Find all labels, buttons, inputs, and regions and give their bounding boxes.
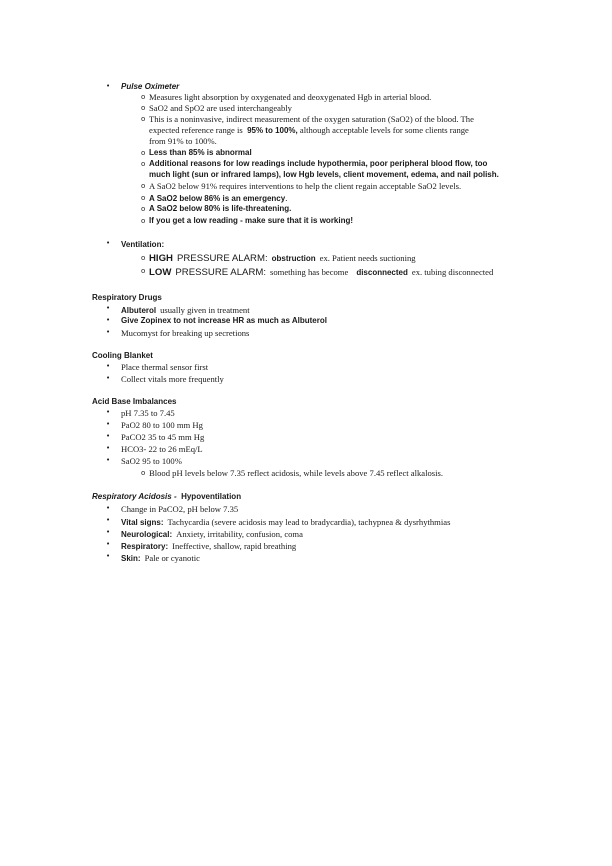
low-cause: disconnected [356,268,408,277]
pulse-ox-item-3-line-1: This is a noninvasive, indirect measurement of the oxygen saturation (SaO2) of the blood. The [149,114,474,124]
sub-bullet: o [141,469,146,477]
pulse-ox-item-3-line-3: from 91% to 100%. [149,136,217,146]
pulse-ox-item-6: A SaO2 below 91% requires interventions to help the client regain acceptable SaO2 levels. [149,181,462,191]
bullet: • [106,432,111,440]
bullet: • [106,304,111,312]
cooling-blanket-heading: Cooling Blanket [92,351,153,360]
ra-item-3 [121,528,303,540]
cooling-item-1: Place thermal sensor first [121,362,209,372]
abi-item-6: Blood pH levels below 7.35 reflect acidosis, while levels above 7.45 reflect alkalosis. [149,468,444,478]
reference-range-label: expected reference range is [149,125,243,135]
acid-base-heading: Acid Base Imbalances [92,397,177,406]
bullet: • [106,540,111,548]
sub-bullet: o [141,217,146,225]
bullet: • [106,374,111,382]
abi-item-4: HCO3- 22 to 26 mEq/L [121,444,203,454]
neurological-label: Neurological: [121,530,173,539]
high-alarm-label: PRESSURE ALARM: [176,253,268,264]
respiratory-acidosis-heading [92,492,241,502]
high-pressure-alarm-line [149,252,416,264]
sub-bullet: o [141,115,146,123]
bullet: • [106,316,111,324]
sub-bullet: o [141,93,146,101]
reference-range-value: 95% to 100%, [247,126,298,135]
vital-signs-label: Vital signs: [121,518,164,527]
neurological-text: Anxiety, irritability, confusion, coma [176,529,303,539]
bullet: • [106,504,111,512]
bullet: • [106,408,111,416]
sub-bullet: o [141,194,146,202]
low-pressure-alarm-line [149,266,493,278]
bullet: • [106,444,111,452]
sub-bullet: o [141,160,146,168]
emergency-period: . [285,193,288,203]
bullet: • [106,362,111,370]
pulse-ox-item-9: If you get a low reading - make sure that it is working! [149,216,354,225]
sub-bullet: o [141,254,146,262]
skin-text: Pale or cyanotic [144,553,200,563]
abi-item-3: PaCO2 35 to 45 mm Hg [121,432,205,442]
ra-item-1: Change in PaCO2, pH below 7.35 [121,504,239,514]
respiratory-acidosis-title: Respiratory Acidosis - [92,492,177,501]
skin-label: Skin: [121,554,141,563]
pulse-ox-item-4: Less than 85% is abnormal [149,148,252,157]
sub-bullet: o [141,267,146,275]
abi-item-1: pH 7.35 to 7.45 [121,408,175,418]
bullet: • [106,328,111,336]
low-alarm-label: PRESSURE ALARM: [175,267,267,278]
pulse-ox-item-3-line-2 [149,125,469,136]
ra-item-5 [121,552,200,564]
drug-item-2: Give Zopinex to not increase HR as much as Albuterol [121,316,327,325]
sub-bullet: o [141,104,146,112]
albuterol-text: usually given in treatment [160,305,250,315]
high-cause: obstruction [271,254,316,263]
bullet: • [106,552,111,560]
abi-item-5: SaO2 95 to 100% [121,456,182,466]
drug-item-3: Mucomyst for breaking up secretions [121,328,250,338]
abi-item-2: PaO2 80 to 100 mm Hg [121,420,203,430]
pulse-ox-item-2: SaO2 and SpO2 are used interchangeably [149,103,292,113]
respiratory-text: Ineffective, shallow, rapid breathing [172,541,297,551]
pulse-ox-item-5-line-1: Additional reasons for low readings include hypothermia, poor peripheral blood flow, too [149,159,488,168]
ra-item-2 [121,516,450,528]
respiratory-label: Respiratory: [121,542,169,551]
pulse-ox-item-5-line-2: much light (sun or infrared lamps), low Hgb levels, client movement, edema, and nail polish. [149,170,499,179]
low-label: LOW [149,267,172,278]
pulse-ox-item-8: A SaO2 below 80% is life-threatening. [149,204,292,213]
low-example: ex. tubing disconnected [411,267,494,277]
drug-item-1 [121,304,250,316]
sub-bullet: o [141,149,146,157]
pulse-ox-item-7 [149,193,287,204]
bullet: • [106,456,111,464]
bullet: • [106,528,111,536]
bullet: • [106,516,111,524]
cooling-item-2: Collect vitals more frequently [121,374,224,384]
vital-signs-text: Tachycardia (severe acidosis may lead to bradycardia), tachypnea & dysrhythmias [167,517,451,527]
ra-item-4 [121,540,296,552]
low-cause-pre: something has become [270,267,349,277]
pulse-ox-title: Pulse Oximeter [121,82,180,91]
sub-bullet: o [141,205,146,213]
ventilation-title: Ventilation: [121,240,165,249]
reference-range-note: although acceptable levels for some clients range [299,125,469,135]
bullet: • [106,239,111,247]
bullet: • [106,420,111,428]
respiratory-drugs-heading: Respiratory Drugs [92,293,162,302]
bullet: • [106,82,111,90]
respiratory-acidosis-subtitle: Hypoventilation [181,492,242,501]
albuterol-label: Albuterol [121,306,157,315]
pulse-ox-item-1: Measures light absorption by oxygenated and deoxygenated Hgb in arterial blood. [149,92,432,102]
high-label: HIGH [149,253,173,264]
sub-bullet: o [141,182,146,190]
high-example: ex. Patient needs suctioning [319,253,416,263]
emergency-text: A SaO2 below 86% is an emergency [149,194,286,203]
